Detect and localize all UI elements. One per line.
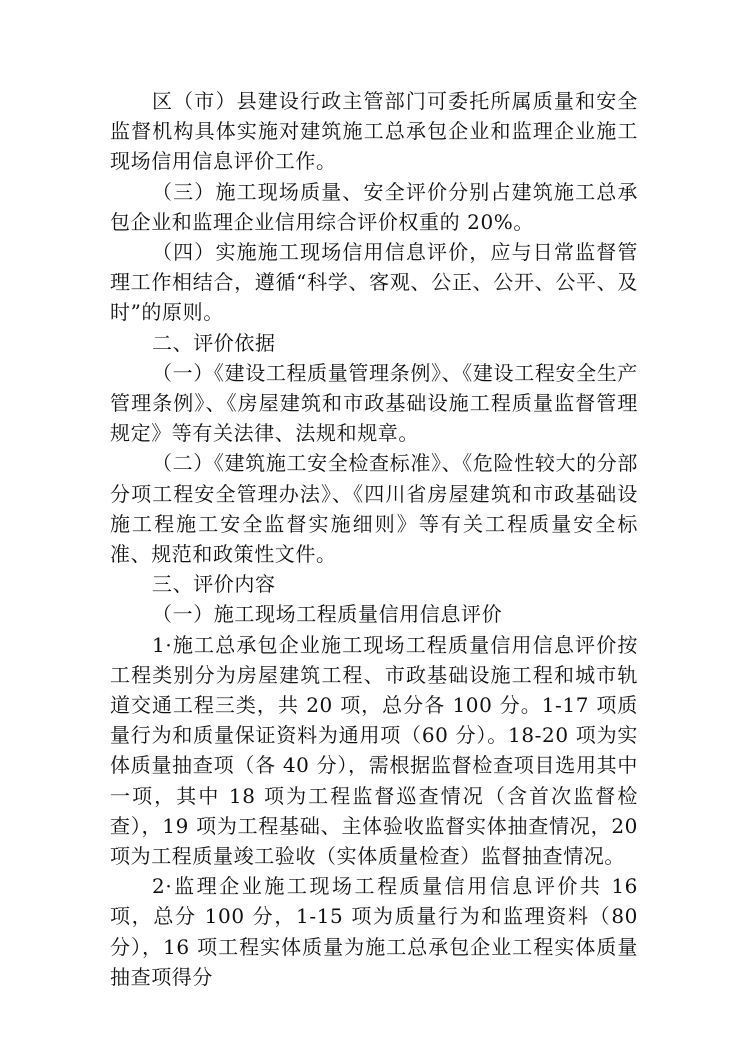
paragraph-contractor-evaluation: 1·施工总承包企业施工现场工程质量信用信息评价按工程类别分为房屋建筑工程、市政基础设施工程和城市轨道交通工程三类，共 20 项，总分各 100 分。1-17 项质量行为和质量保证资料为通用项（60 分）。18-20 项为实体质量抽查项（各 40 分），需根据监督检查项目选用其中一项，其中 18 项为工程监督巡查情况（含首次监督检查），19 项为工程基础、主体验收监督实体抽查情况，20 项为工程质量竣工验收（实体质量检查）监督抽查情况。 [110,632,638,869]
section-heading-basis: 二、评价依据 [152,330,276,355]
paragraph-item-4-principles: （四）实施施工现场信用信息评价，应与日常监督管理工作相结合，遵循“科学、客观、公正、公开、公平、及时”的原则。 [110,240,638,325]
section-heading-content: 三、评价内容 [152,572,276,597]
paragraph-basis-1: （一）《建设工程质量管理条例》、《建设工程安全生产管理条例》、《房屋建筑和市政基础设施工程质量监督管理规定》等有关法律、法规和规章。 [110,360,638,446]
paragraph-delegation: 区（市）县建设行政主管部门可委托所属质量和安全监督机构具体实施对建筑施工总承包企业和监理企业施工现场信用信息评价工作。 [110,89,638,174]
paragraph-basis-2: （二）《建筑施工安全检查标准》、《危险性较大的分部分项工程安全管理办法》、《四川省房屋建筑和市政基础设施工程施工安全监督实施细则》等有关工程质量安全标准、规范和政策性文件。 [110,451,638,567]
document-body [110,86,638,992]
subsection-heading-quality: （一）施工现场工程质量信用信息评价 [152,602,503,627]
paragraph-item-3-weight: （三）施工现场质量、安全评价分别占建筑施工总承包企业和监理企业信用综合评价权重的 20%。 [110,179,638,234]
paragraph-supervisor-evaluation: 2·监理企业施工现场工程质量信用信息评价共 16 项，总分 100 分，1-15 项为质量行为和监理资料（80 分），16 项工程实体质量为施工总承包企业工程实体质量抽查项得分 [110,874,638,989]
